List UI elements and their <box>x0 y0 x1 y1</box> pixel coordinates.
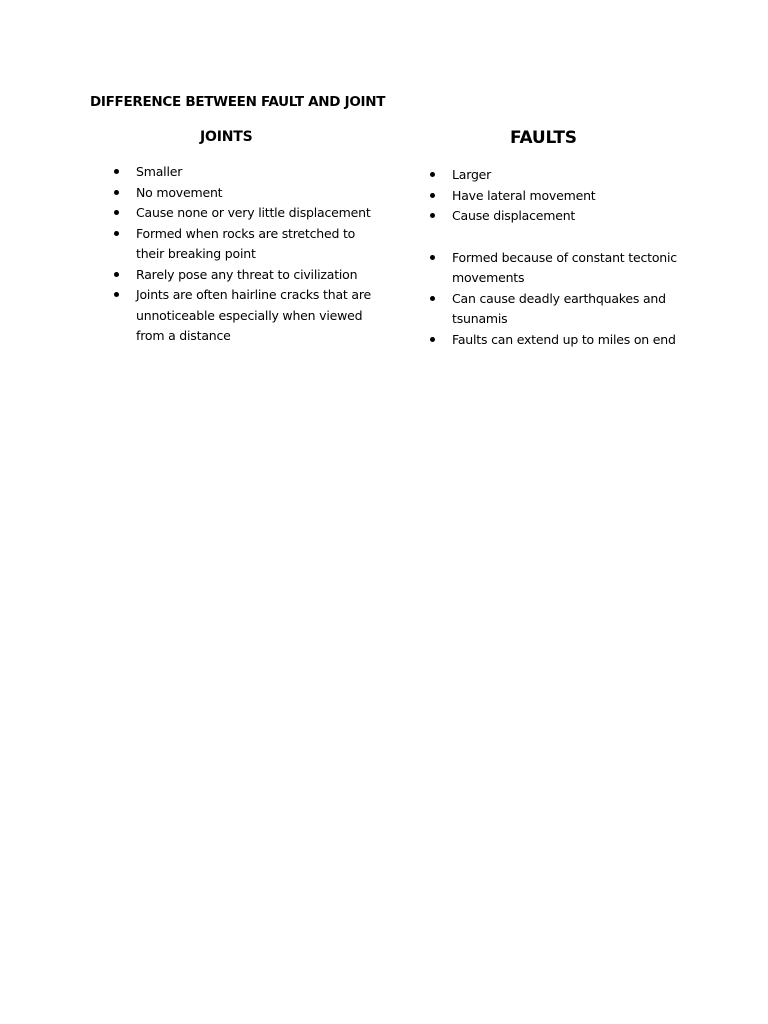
list-item <box>136 183 376 204</box>
bullet-icon <box>430 213 435 218</box>
bullet-icon <box>114 190 119 195</box>
bullet-icon <box>114 292 119 297</box>
list-item <box>452 330 692 351</box>
bullet-icon <box>114 231 119 236</box>
bullet-icon <box>114 210 119 215</box>
list-item-text: Cause none or very little displacement <box>136 205 371 220</box>
document-title: DIFFERENCE BETWEEN FAULT AND JOINT <box>90 94 386 110</box>
list-item <box>452 206 692 227</box>
list-item-text: Rarely pose any threat to civilization <box>136 266 358 282</box>
bullet-icon <box>114 272 119 277</box>
list-item-text: Have lateral movement <box>452 187 596 203</box>
list-item <box>452 248 692 289</box>
bullet-icon <box>114 169 119 174</box>
list-item <box>452 289 692 330</box>
bullet-icon <box>430 337 435 342</box>
joints-heading: JOINTS <box>200 129 253 145</box>
joints-list <box>136 162 376 347</box>
list-item-text: Joints are often hairline cracks that are unnoticeable especially when viewed from a distance <box>136 287 371 343</box>
list-item-text: Formed because of constant tectonic movements <box>452 249 677 285</box>
list-item <box>136 224 376 265</box>
bullet-icon <box>430 296 435 301</box>
list-item <box>136 265 376 286</box>
list-item-text: Faults can extend up to miles on end <box>452 331 676 347</box>
list-item <box>136 203 376 224</box>
list-item <box>136 162 376 183</box>
list-item <box>452 165 692 186</box>
faults-list <box>452 165 692 350</box>
faults-heading: FAULTS <box>510 128 577 148</box>
list-item-text: Larger <box>452 167 492 182</box>
list-item-text: Smaller <box>136 164 183 179</box>
list-item-text: Formed when rocks are stretched to their breaking point <box>136 225 356 261</box>
bullet-icon <box>430 193 435 198</box>
bullet-icon <box>430 255 435 260</box>
list-item-text: Cause displacement <box>452 208 576 223</box>
list-item <box>136 285 376 347</box>
bullet-icon <box>430 172 435 177</box>
list-item-text: Can cause deadly earthquakes and tsunamis <box>452 290 666 326</box>
list-item <box>452 186 692 207</box>
list-item-text: No movement <box>136 184 223 200</box>
